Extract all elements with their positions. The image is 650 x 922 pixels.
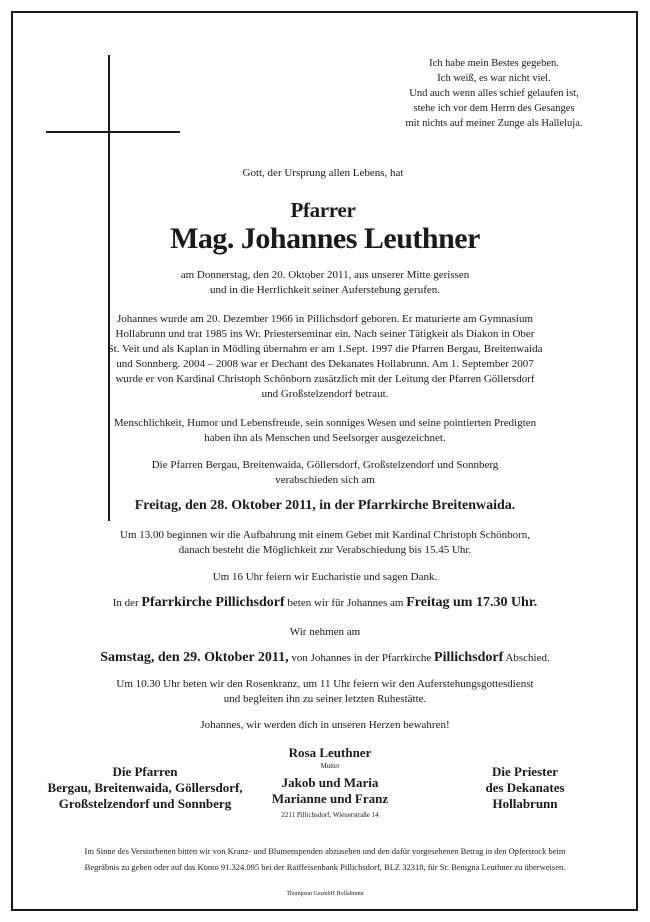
eucharist-line: Um 16 Uhr feiern wir Eucharistie und sagen Dank.	[212, 571, 438, 583]
mother-name: Rosa Leuthner	[288, 745, 372, 760]
biography-line: wurde er von Kardinal Christoph Schönborn zusätzlich mit der Leitung der Pfarren Göllersdorf	[115, 373, 535, 385]
biography-line: St. Veit und als Kaplan in Mödling übernahm er am 1.Sept. 1997 die Pfarren Bergau, Breitenwaida	[107, 343, 543, 355]
donation-note	[20, 843, 630, 875]
poem-line: Und auch wenn alles schief gelaufen ist,	[409, 88, 579, 99]
poem-line: stehe ich vor dem Herrn des Gesanges	[413, 103, 575, 114]
tribute	[20, 416, 630, 446]
saturday-post: Abschied.	[503, 652, 550, 664]
deceased-name: Mag. Johannes Leuthner	[170, 222, 480, 255]
biography-line: und Sonnberg. 2004 – 2008 war er Dechant des Dekanates Hollabrunn. Am 1. September 2007	[116, 358, 534, 370]
biography-line: Hollabrunn und trat 1985 ins Wr. Priesterseminar ein. Nach seiner Tätigkeit als Diakon in Ober	[115, 328, 535, 340]
poem-line: Ich habe mein Bestes gegeben.	[429, 58, 559, 69]
biography	[20, 312, 630, 402]
mourners-family	[255, 745, 405, 820]
family-address: 2211 Pillichsdorf, Wienerstraße 14	[281, 811, 379, 819]
death-notice-line: am Donnerstag, den 20. Oktober 2011, aus unserer Mitte gerissen	[180, 269, 470, 281]
friday-viewing-line: Um 13.00 beginnen wir die Aufbahrung mit einem Gebet mit Kardinal Christoph Schönborn,	[120, 529, 530, 541]
cross-horizontal-bar	[46, 131, 180, 133]
mourners-right-line: Hollabrunn	[492, 796, 558, 811]
mourners-right-line: Die Priester	[491, 764, 559, 779]
friday-viewing	[20, 528, 630, 558]
friday-viewing-line: danach besteht die Möglichkeit zur Verabschiedung bis 15.45 Uhr.	[178, 544, 472, 556]
saturday-farewell	[20, 649, 630, 667]
saturday-date: Samstag, den 29. Oktober 2011,	[100, 650, 289, 665]
pillichsdorf-church: Pfarrkirche Pillichsdorf	[141, 595, 285, 610]
saturday-mid: von Johannes in der Pfarrkirche	[288, 652, 435, 664]
pillichsdorf-time: Freitag um 17.30 Uhr.	[406, 595, 538, 610]
mourners-right-line: des Dekanates	[485, 780, 565, 795]
poem	[380, 56, 608, 131]
saturday-place: Pillichsdorf	[434, 650, 504, 665]
printer-credit: Thompson GesmbH Hollabrunn	[286, 891, 364, 897]
donation-line: Begräbnis zu geben oder auf das Konto 91.324.095 bei der Raiffeisenbank Pillichsdorf, BLZ 32318, für Sr. Benigna Leuthner zu überweisen.	[84, 862, 566, 872]
biography-line: Johannes wurde am 20. Dezember 1966 in Pillichsdorf geboren. Er maturierte am Gymnasium	[116, 313, 534, 325]
mourners-right	[455, 764, 595, 812]
mourners-left	[40, 764, 250, 812]
closing-line: Johannes, wir werden dich in unseren Herzen bewahren!	[200, 719, 450, 731]
title-prefix: Pfarrer	[290, 198, 356, 222]
intro-line: Gott, der Ursprung allen Lebens, hat	[242, 167, 404, 179]
pillichsdorf-mid: beten wir für Johannes am	[284, 597, 407, 609]
wir-nehmen-line: Wir nehmen am	[289, 626, 361, 638]
donation-line: Im Sinne des Verstorbenen bitten wir von Kranz- und Blumenspenden abzusehen und den dafür vorgesehenen Betrag in den Opferstock beim	[84, 846, 566, 856]
saturday-schedule	[20, 677, 630, 707]
siblings-line: Marianne und Franz	[271, 791, 389, 806]
siblings-line: Jakob und Maria	[281, 775, 379, 790]
pillichsdorf-pre: In der	[112, 597, 142, 609]
pillichsdorf-prayer	[20, 594, 630, 612]
mother-label: Mutter	[320, 762, 340, 770]
mourners-left-line: Großstelzendorf und Sonnberg	[58, 796, 232, 811]
poem-line: Ich weiß, es war nicht viel.	[437, 73, 551, 84]
saturday-schedule-line: Um 10.30 Uhr beten wir den Rosenkranz, um 11 Uhr feiern wir den Auferstehungsgottesdienst	[116, 678, 534, 690]
friday-service-date: Freitag, den 28. Oktober 2011, in der Pfarrkirche Breitenwaida.	[134, 498, 516, 513]
saturday-schedule-line: und begleiten ihn zu seiner letzten Ruhestätte.	[223, 693, 427, 705]
mourners-left-line: Bergau, Breitenwaida, Göllersdorf,	[47, 780, 243, 795]
death-notice-line: und in die Herrlichkeit seiner Auferstehung gerufen.	[209, 284, 440, 296]
biography-line: und Großstelzendorf betraut.	[261, 388, 389, 400]
farewell-intro-line: Die Pfarren Bergau, Breitenwaida, Göllersdorf, Großstelzendorf und Sonnberg	[151, 459, 499, 471]
mourners-left-line: Die Pfarren	[112, 764, 178, 779]
death-notice	[20, 268, 630, 298]
farewell-intro	[20, 458, 630, 488]
farewell-intro-line: verabschieden sich am	[275, 474, 375, 486]
tribute-line: haben ihn als Menschen und Seelsorger ausgezeichnet.	[204, 432, 446, 444]
poem-line: mit nichts auf meiner Zunge als Halleluja.	[405, 118, 583, 129]
tribute-line: Menschlichkeit, Humor und Lebensfreude, sein sonniges Wesen und seine pointierten Predigten	[113, 417, 537, 429]
